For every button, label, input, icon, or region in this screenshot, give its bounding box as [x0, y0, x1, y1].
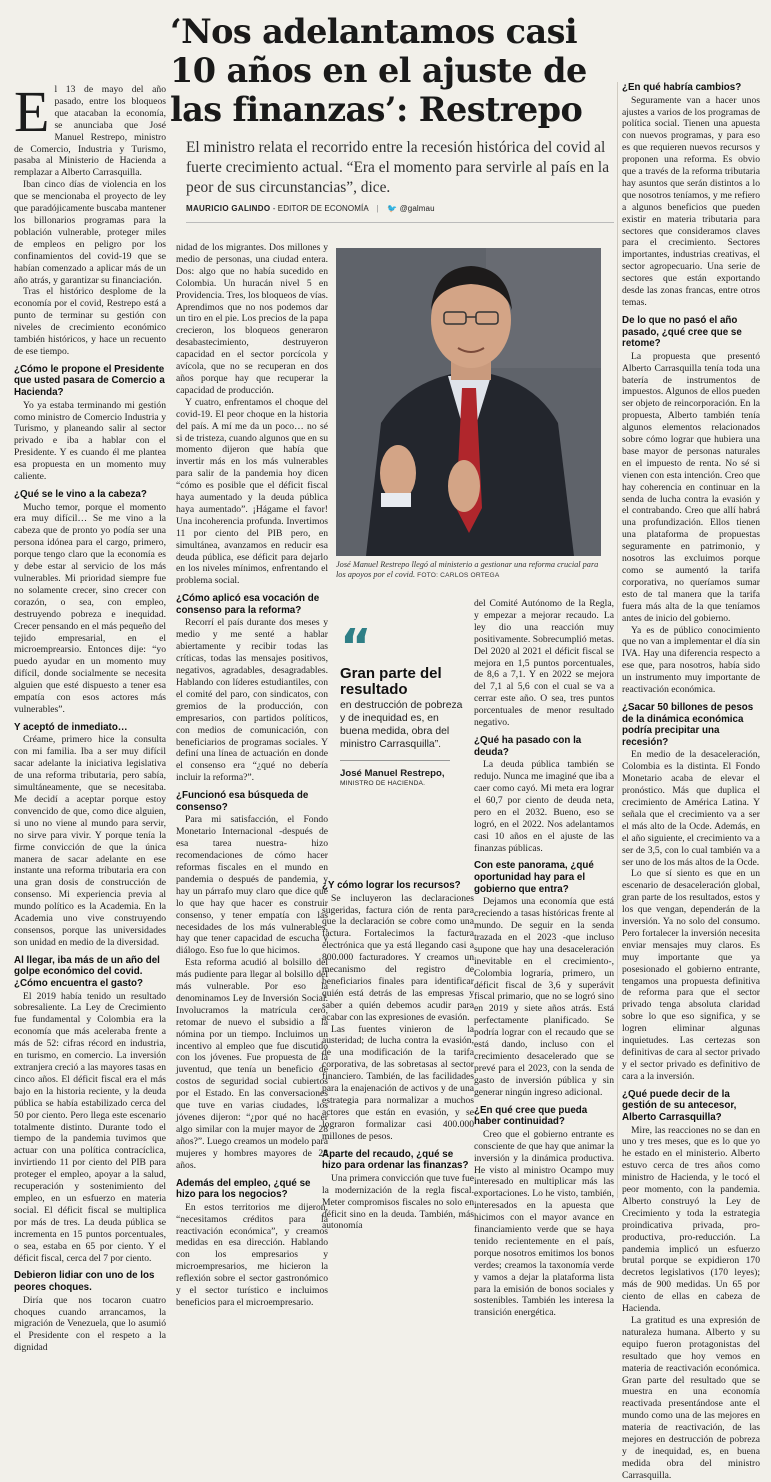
answer: Una primera convicción que tuve fue la modernización de la regla fiscal. Meter compromisos fiscales no solo en déficit sino en la deuda. También, más autonomía — [322, 1172, 474, 1232]
answer: Mire, las reacciones no se dan en uno y tres meses, que es lo que yo he estado en el ministerio. Alberto estuvo cerca de tres años como ministro de Hacienda, y le tocó el peor momento, con la pandemia. Alberto construyó la Ley de Crecimiento y toda la estrategia proindicativa privada, pro-productiva, pro-reducción. La pandemia implicó un esfuerzo brutal porque se expidieron 170 decretos legislativos (170 leyes); más de 900 medidas. Un 65 por ciento de ellas en cabeza de Hacienda. — [622, 1124, 760, 1315]
headline: ‘Nos adelantamos casi 10 años en el ajuste de las finanzas’: Restrepo — [170, 12, 587, 129]
pull-quote-lead: Gran parte del resultado — [340, 665, 442, 698]
minister-portrait-illustration — [336, 248, 601, 556]
answer: Seguramente van a hacer unos ajustes a varios de los programas de política social. Tienen una apuesta con nuevos programas, y para eso es que requieren nuevos recursos y proponen una reforma. Es obvio que a través de la reforma tributaria hay asuntos que serán distintos a lo que nosotros teníamos, y me refiero a algunos beneficios que pueden existir en materia tributaria para sectores que consideramos claves para el crecimiento. Sectores importantes, industrias creativas, el sector agropecuario. Una serie de sectores que están exportando desde las zonas francas, entre otros temas. — [622, 94, 761, 308]
question: Y aceptó de inmediato… — [14, 721, 128, 733]
quote-mark-icon: “ — [340, 619, 372, 675]
dropcap: E — [14, 79, 50, 144]
answer: En estos territorios me dijeron, “necesitamos créditos para la reactivación económica”, y creamos medidas en esa dirección. Hablando con los empresarios y microempresarios, me hicieron la reflexión sobre el sector gastronómico y el sector turístico e incluimos beneficios para el microempresario. — [176, 1201, 328, 1308]
answer: La propuesta que presentó Alberto Carrasquilla tenía toda una batería de instrumentos de impuestos. Algunos de ellos pueden ser objeto de reincorporación. En la propuesta, Alberto también tenía algunos elementos relacionados sobre cómo lograr que hubiera una base mayor de personas naturales en el impuesto de renta. No sé si vienen con esta intención. Creo que hay coherencia en continuar en la senda de lucha contra la evasión y el contrabando. Creo que allí habrá una profundización. Ellos tienen una plataforma de propuestas seguramente en patrimonio, y nosotros las excluimos porque como se aumentó la tarifa corporativa, no queríamos sumar esto de tal manera que la tarifa fuera más alta de la que teníamos antes de inicio del gobierno. — [622, 350, 760, 624]
minister-photo — [336, 248, 601, 556]
paragraph: Ya es de público conocimiento que no van a implementar el día sin IVA. Hay una diferencia respecto a ese que, para nosotros, había sido un instrumento muy importante de reactivación económica. — [622, 624, 760, 696]
paragraph: Las fuentes vinieron de la austeridad; de lucha contra la evasión, de una modificación de la tarifa corporativa, de las sobretasas al sector financiero. También, de las facilidades para la enajenación de activos y de una estrategia para normalizar a muchos actores que están en evasión, y se lograron formalizar casi 400.000 millones de pesos. — [322, 1023, 474, 1142]
question: ¿Qué se le vino a la cabeza? — [14, 488, 147, 500]
answer: Para mi satisfacción, el Fondo Monetario Internacional -después de esa tarea nuestra- hizo recomendaciones de cómo hacer reformas fiscales en el mundo en pandemia o después de pandemia, y hay un párrafo muy claro que dice que lo que hay que hacer es construir consenso, y tener empatía con las necesidades de los más vulnerables, hay que tener capacidad de escucha y diálogo. Eso fue lo que hicimos. — [176, 814, 328, 957]
column-2 — [176, 242, 328, 1308]
question: ¿Cómo aplicó esa vocación de consenso para la reforma? — [176, 593, 320, 616]
byline-role: - EDITOR DE ECONOMÍA — [272, 204, 369, 213]
question: Al llegar, iba más de un año del golpe económico del covid. ¿Cómo encuentra el gasto? — [14, 954, 160, 989]
answer: Créame, primero hice la consulta con mi familia. Iba a ser muy difícil sacar adelante la iniciativa legislativa de una reforma tributaria, pero sabía, simultáneamente, que se necesitaba. Me decidí a aceptar porque estoy convencido de que, como dice alguien, si uno no viene al mundo para servir, no sirve para vivir. Y porque tenía la firme convicción de que la única manera de sacar adelante en ese instante una reforma tributaria era con una gran dosis de construcción de consenso. Mi experiencia previa al mundo político es la Academia. En la Academia uno vive construyendo consensos, porque las universidades son unidad en medio de la diversidad. — [14, 734, 166, 948]
question: Con este panorama, ¿qué oportunidad hay para el gobierno que entra? — [474, 860, 594, 895]
paragraph: Esta reforma acudió al bolsillo del más pudiente para llegar al bolsillo del más vulnerable. Por eso la denominamos Ley de Inversión Social. Involucramos la matrícula cero, retomar de nuevo el subsidio a la nómina por un tiempo. Incluimos un incentivo al empleo que fue discutido con los jóvenes. Fue propuesta de la juventud, que tenía un beneficio de costos de seguridad social cubiertos por el Estado. En las conversaciones que tuve en varias ciudades, los jóvenes dijeron: “¿por qué no hacer algo similar con la mujer mayor de 28 años?”. Luego creamos un modelo para mujeres y hombres mayores de 28 años. — [176, 957, 328, 1171]
deck: El ministro relata el recorrido entre la recesión histórica del covid al fuerte crecimiento actual. “Era el momento para servirle al país en la peor de sus circunstancias”, dice. — [186, 139, 610, 196]
pull-quote-author: José Manuel Restrepo, — [340, 768, 445, 779]
paragraph: Tras el histórico desplome de la economía por el covid, Restrepo está a punto de terminar su gestión con niveles de crecimiento económico también históricos, y hace un recuento de ese tiempo. — [14, 286, 166, 357]
paragraph: nidad de los migrantes. Dos millones y medio de personas, una ciudad entera. Dos: algo que no había sucedido en Colombia. Un huracán nivel 5 en Providencia. Tres, los bloqueos de vías. Aprendimos que no nos podemos dar un tiro en el pie. Los precios de la papa crecieron, los bloqueos generaron desabastecimiento, destruyeron capacidad en el sector porcícola y avícola, que no se recuperan en dos años porque hay que recuperar la capacidad de producción. — [176, 242, 328, 396]
twitter-icon: 🐦 — [387, 204, 398, 213]
column-4 — [474, 598, 614, 1319]
answer: Diría que nos tocaron cuatro choques cuando arrancamos, la migración de Venezuela, que lo asumió el Presidente con el respeto a la dignidad — [14, 1294, 166, 1354]
question: Además del empleo, ¿qué se hizo para los negocios? — [176, 1177, 311, 1201]
question: ¿Funcionó esa búsqueda de consenso? — [176, 790, 309, 813]
question: Debieron lidiar con uno de los peores choques. — [14, 1270, 155, 1293]
column-rule — [617, 82, 618, 1198]
column-1 — [14, 79, 166, 1354]
byline-handle: @galmau — [399, 204, 435, 213]
paragraph: La gratitud es una expresión de naturaleza humana. Alberto y su equipo fueron protagonistas del resultado que hoy vemos en materia de reactivación económica. Gran parte del resultado que se muestra en una economía reactivada presentándose ante el mundo como una de las mejores en materia de reactivación, de las mejores en destrucción de pobreza y de inequidad, es, en buena medida obra del ministro Carrasquilla. — [622, 1315, 760, 1481]
question: De lo que no pasó el año pasado, ¿qué cree que se retome? — [622, 314, 742, 350]
byline-rule — [186, 222, 614, 223]
pull-quote-rule — [340, 760, 450, 761]
question: ¿Qué puede decir de la gestión de su antecesor, Alberto Carrasquilla? — [622, 1088, 737, 1123]
byline — [186, 204, 614, 213]
question: Aparte del recaudo, ¿qué se hizo para ordenar las finanzas? — [322, 1148, 469, 1172]
column-3 — [322, 880, 474, 1232]
paragraph: Y cuatro, enfrentamos el choque del covid-19. El peor choque en la historia del país. A mí me da un poco… no sé si de tristeza, cuando algunos que en su momento dijeron que había que invertir más en los más vulnerables para salir de la pandemia hoy dicen “cómo es posible que el déficit fiscal haya aumentado y la deuda pública haya aumentado”. ¡Hágame el favor! Una incoherencia profunda. Invertimos 11 por ciento del PIB pero, en simultánea, avanzamos en reducir esa deuda pública, ese déficit para dejarlo en los niveles mínimos, enfrentando el problema social. — [176, 396, 328, 587]
byline-author: MAURICIO GALINDO — [186, 204, 271, 213]
paragraph: del Comité Autónomo de la Regla, y empezar a mejorar recaudo. La ley dio una reacción muy positivamente. Sobrecumplió metas. Del 2020 al 2021 el déficit fiscal se mejora en 1,5 puntos porcentuales, de 8,6 a 7,1. Y en 2022 se mejora del 7,1 al 5,6 con el cual se va a cerrar este año. O sea, tres puntos porcentuales de menor resultado negativo. — [474, 598, 614, 729]
question: ¿Qué ha pasado con la deuda? — [474, 734, 582, 758]
answer: Mucho temor, porque el momento era muy difícil… Se me vino a la cabeza que de pronto yo podía ser una persona idónea para el cargo, primero, porque tengo claro que la economía es y debe estar al servicio de los más vulnerables. Mi prioridad siempre fue no solamente crecer, sino crecer con corazón, o sea, con empleo, destruyendo pobreza e inequidad. Crecer pensando en el más pequeño del tejido empresarial, en el microemprearsio. Entonces dije: “yo puedo ayudar en un momento muy difícil, donde socialmente se necesita alguien que esté dispuesto a tener esa empatía con esos actores más vulnerables”. — [14, 501, 166, 715]
answer: La deuda pública también se redujo. Nunca me imaginé que iba a caer como cayó. Mi meta era lograr el 60,7 por ciento de deuda neta, pero en el 2032. Bueno, eso se logró, en el 2022. Nos adelantamos casi 10 años en el ajuste de las finanzas públicas. — [474, 759, 614, 854]
answer: El 2019 había tenido un resultado sobresaliente. La Ley de Crecimiento fue fundamental y Colombia era la economía que más aceleraba frente a más de 52: cifras récord en industria, en turismo, en comercio. La inversión extranjera creció a las mayores tasas en cinco años. El déficit fiscal era el más bajo en la historia reciente, y la deuda pública se había estabilizado cerca del 50 por ciento. Pero llega este escenario totalmente distinto. Durante todo el tiempo de la pandemia tuvimos que actuar con una política contracíclica, invirtiendo 11 por ciento del PIB para proteger el empleo, apoyar a la salud, recuperación y sostenimiento del empleo, en un esfuerzo en materia social. El déficit fiscal se multiplica por más de tres. La deuda pública se incrementa en 15 puntos porcentuales, o sea, estaba en 65 por ciento. Y el déficit fiscal, cerca del 7 por ciento. — [14, 990, 166, 1264]
answer: En medio de la desaceleración, Colombia es la distinta. El Fondo Monetario acaba de elevar el pronóstico. Más que duplica el crecimiento de América Latina. Y señala que el crecimiento va a ser el más alto de la Ocde. Además, en el año siguiente, el crecimiento va a ser de 3,5, con lo cual también va a ser uno de los más altos de la Ocde. — [622, 749, 760, 868]
column-5 — [622, 82, 761, 1481]
byline-separator: | — [376, 204, 379, 213]
pull-quote-role: MINISTRO DE HACIENDA. — [340, 780, 426, 787]
paragraph: Iban cinco días de violencia en los que se mencionaba el proyecto de ley que paradójicamente buscaba mantener los billonarios programas para la población vulnerable, proteger miles de empleos en peligro por los confinamientos del covid-19 que se habían comenzado a aplicar más de un año atrás, y garantizar su financiación. — [14, 179, 166, 286]
answer: Dejamos una economía que está creciendo a tasas históricas frente al mundo. De seguir en la senda trazada en el 2023 -que incluso supone que hay una desaceleración inevitable en el crecimiento-, Colombia lograría, primero, un déficit fiscal de 3,6 y superávit fiscal primario, que no se logró sino en 2019 y siete años atrás. Está perfectamente planificado. Se podría lograr con el recaudo que se está dando, incluso con el crecimiento desacelerado que se prevé para el 2023, con la senda de gasto de inversión pública y sin generar ningún ingreso adicional. — [474, 896, 614, 1098]
intro-paragraph: El 13 de mayo del año pasado, entre los bloqueos que atacaban la economía, se anunciaba que José Manuel Restrepo, ministro de Comercio, Industria y Turismo, pasaba al Ministerio de Hacienda a remplazar a Alberto Carrasquilla. — [14, 79, 166, 179]
question: ¿En qué cree que pueda haber continuidad? — [474, 1104, 588, 1128]
answer: Creo que el gobierno entrante es consciente de que hay que animar la inversión y la dinámica productiva. He visto al ministro Ocampo muy interesado en multiplicar más las exportaciones. Lo he visto, también, interesados en la apuesta que hicimos con el mayor avance en financiamiento verde que se haya tenido recientemente en el país, porque nosotros emitimos los bonos verdes; creamos la taxonomía verde y vamos a dejar la plataforma lista para la emisión de bonos sociales y sostenibles. También les interesa la transición energética. — [474, 1128, 614, 1319]
answer: Se incluyeron las declaraciones sugeridas, factura ción de renta para que la declaración se cobre como una factura. Fortalecimos la factura electrónica que ya está llegando casi a 800.000 facturadores. Y creamos un mecanismo del registro de beneficiarios finales para identificar quién está detrás de las empresas y saber a quién debemos acudir para acabar con las expresiones de evasión. — [322, 892, 474, 1023]
photo-caption: José Manuel Restrepo llegó al ministerio a gestionar una reforma crucial para los apoyos por el covid. FOTO: CARLOS ORTEGA — [336, 560, 599, 579]
pull-quote-text: en destrucción de pobreza y de inequidad es, en buena medida, obra del ministro Carrasquilla”. — [340, 700, 463, 750]
photo-credit: FOTO: CARLOS ORTEGA — [417, 572, 500, 579]
question: ¿Sacar 50 billones de pesos de la dinámica económica podría precipitar una recesión? — [622, 701, 754, 748]
question: ¿En qué habría cambios? — [622, 82, 742, 93]
pull-quote — [340, 619, 468, 787]
answer: Recorrí el país durante dos meses y medio y me senté a hablar abiertamente y recibir todas las críticas, todas las mensajes positivos, negativos, agradables, desagradables. Hablando con líderes estudiantiles, con el comité del paro, con sindicatos, con gremios de la producción, con empresarios, con partidos políticos, con medios de comunicación, con beneficiarios de programas sociales. Y definí una línea de actuación en donde el consenso era “¿qué no debería incluir la reforma?”. — [176, 617, 328, 784]
answer: Yo ya estaba terminando mi gestión como ministro de Comercio Industria y Turismo, y planeando salir al sector privado e iba a hablar con el Presidente. Y es cuando él me plantea esa propuesta en un momento muy caliente. — [14, 399, 166, 483]
question: ¿Y cómo lograr los recursos? — [322, 880, 461, 891]
paragraph: Lo que sí siento es que en un escenario de desaceleración global, gran parte de los resultados, estos y los que vengan, dependerán de la inversión. Ya no solo del consumo. Pero fortalecer la inversión necesita enviar mensajes muy claros. Es muy importante que ya posesionado el gobierno entrante, tengamos una propuesta definitiva de reforma para que el sector privado tenga absoluta claridad sobre lo que eso significa, y se logren eliminar algunas inquietudes. Las certezas son definitivas de cara al sector privado y el sector privado es definitivo de cara a la inversión. — [622, 868, 760, 1082]
question: ¿Cómo le propone el Presidente que usted pasara de Comercio a Hacienda? — [14, 363, 165, 399]
